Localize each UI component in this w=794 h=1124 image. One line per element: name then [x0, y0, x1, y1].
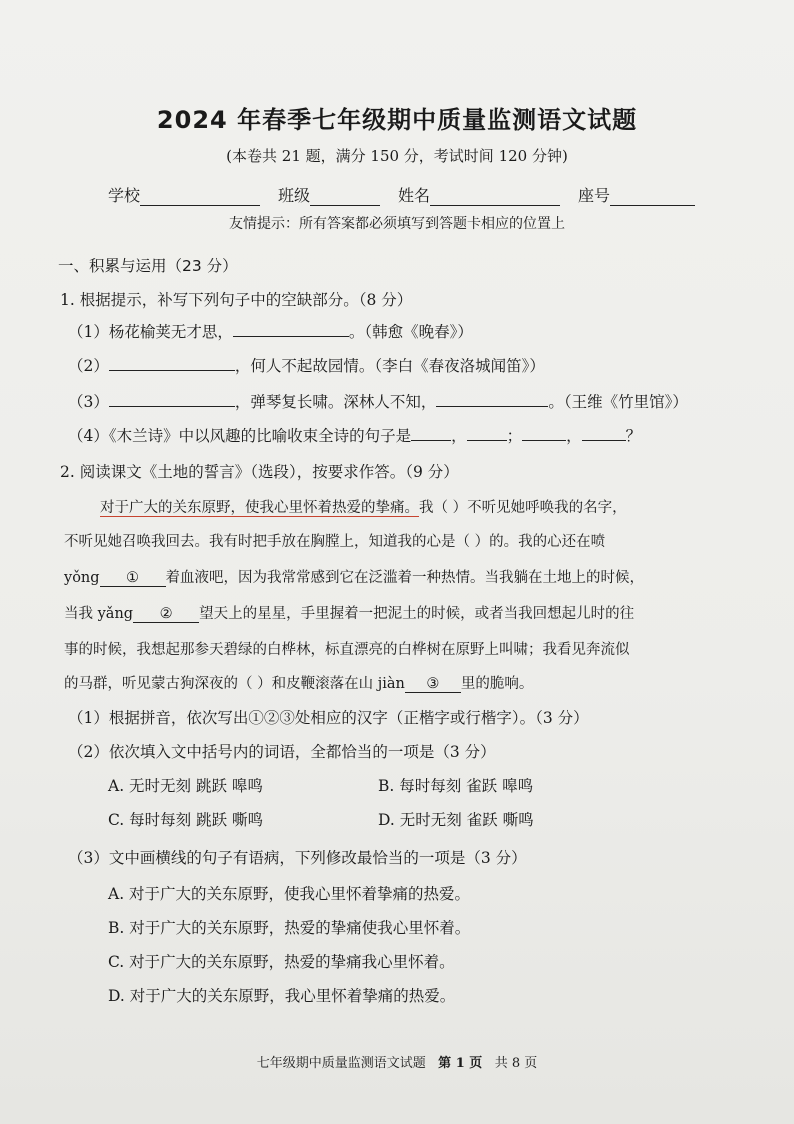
passage-line-6-text-a: 的马群，听见蒙古狗深夜的（ ）和皮鞭滚落在山 jiàn — [64, 676, 405, 692]
passage-line-6-rest: 里的脆响。 — [460, 676, 534, 692]
q1-item-1-text-b: 。（韩愈《晚春》） — [348, 323, 473, 341]
student-info-row — [108, 183, 708, 206]
q2-sub-2-options-row-2 — [108, 808, 534, 830]
seat-label: 座号 — [578, 186, 611, 205]
q1-item-3-text-a: （3） — [68, 393, 109, 411]
name-label: 姓名 — [398, 186, 431, 205]
q1-item-1-blank[interactable] — [233, 321, 349, 337]
pinyin-yang: 当我 yǎng — [64, 606, 134, 622]
q1-item-1-text-a: （1）杨花榆荚无才思， — [68, 323, 233, 341]
q2-sub-3-option-d[interactable]: D. 对于广大的关东原野，我心里怀着挚痛的热爱。 — [108, 987, 456, 1005]
passage-line-3-rest: 着血液吧，因为我常常感到它在泛滥着一种热情。当我躺在土地上的时候， — [165, 570, 645, 586]
q1-item-1 — [68, 320, 473, 342]
q2-stem: 2. 阅读课文《土地的誓言》（选段），按要求作答。（9 分） — [60, 463, 459, 481]
q1-item-2-text-b: ，何人不起故园情。（李白《春夜洛城闻笛》） — [234, 357, 545, 375]
q1-item-4-sep-3: ， — [566, 427, 582, 445]
q1-item-4-blank-2[interactable] — [467, 425, 507, 441]
class-field[interactable] — [310, 189, 380, 206]
q1-item-3-text-b: ，弹琴复长啸。深林人不知， — [234, 393, 437, 411]
q1-item-4-blank-1[interactable] — [411, 425, 451, 441]
blank-marker-3[interactable]: ③ — [405, 676, 461, 693]
q1-item-3-blank-1[interactable] — [109, 391, 235, 407]
passage-line-6 — [64, 672, 744, 693]
school-field[interactable] — [140, 189, 260, 206]
underlined-sentence: 对于广大的关东原野，使我心里怀着热爱的挚痛。 — [100, 500, 419, 516]
answer-tip: 友情提示：所有答案都必须填写到答题卡相应的位置上 — [229, 216, 565, 232]
q2-sub-2: （2）依次填入文中括号内的词语，全都恰当的一项是（3 分） — [68, 743, 496, 761]
seat-field[interactable] — [610, 189, 695, 206]
name-field[interactable] — [430, 189, 560, 206]
q2-sub-3-option-c[interactable]: C. 对于广大的关东原野，热爱的挚痛我心里怀着。 — [108, 953, 455, 971]
option-d[interactable]: D. 无时无刻 雀跃 嘶鸣 — [378, 811, 534, 829]
page-footer — [0, 1052, 794, 1071]
q1-item-2-text-a: （2） — [68, 357, 109, 375]
option-a[interactable]: A. 无时无刻 跳跃 嗥鸣 — [108, 777, 263, 795]
passage-line-4-rest: 望天上的星星，手里握着一把泥土的时候，或者当我回想起儿时的往 — [199, 606, 635, 622]
option-c[interactable]: C. 每时每刻 跳跃 嘶鸣 — [108, 811, 264, 829]
q1-item-2 — [68, 354, 545, 376]
q2-sub-1: （1）根据拼音，依次写出①②③处相应的汉字（正楷字或行楷字）。（3 分） — [68, 709, 589, 727]
class-label: 班级 — [278, 186, 311, 205]
blank-marker-2[interactable]: ② — [133, 606, 199, 623]
section-heading: 一、积累与运用（23 分） — [58, 257, 238, 275]
blank-marker-1[interactable]: ① — [100, 570, 166, 587]
q2-sub-2-options-row-1 — [108, 774, 533, 796]
q1-item-4-text-a: （4）《木兰诗》中以风趣的比喻收束全诗的句子是 — [68, 427, 412, 445]
q2-sub-3-option-a[interactable]: A. 对于广大的关东原野，使我心里怀着挚痛的热爱。 — [108, 885, 471, 903]
q1-item-4-sep-2: ； — [506, 427, 523, 445]
passage-line-4 — [64, 602, 744, 623]
passage-line-2: 不听见她召唤我回去。我有时把手放在胸膛上，知道我的心是（ ）的。我的心还在喷 — [64, 534, 606, 550]
option-b[interactable]: B. 每时每刻 雀跃 嗥鸣 — [378, 777, 534, 795]
q1-item-3-text-c: 。（王维《竹里馆》） — [548, 393, 688, 411]
q1-item-4-blank-3[interactable] — [522, 425, 566, 441]
footer-page-total: 共 8 页 — [494, 1056, 538, 1071]
passage-line-3 — [64, 566, 744, 587]
q1-stem: 1. 根据提示，补写下列句子中的空缺部分。（8 分） — [60, 291, 413, 309]
q1-item-2-blank[interactable] — [109, 355, 235, 371]
q1-item-3-blank-2[interactable] — [436, 391, 548, 407]
q1-item-4-sep-4: ？ — [625, 427, 642, 445]
exam-title: 2024 年春季七年级期中质量监测语文试题 — [156, 106, 638, 134]
q1-item-4 — [68, 424, 641, 446]
q2-sub-3: （3）文中画横线的句子有语病，下列修改最恰当的一项是（3 分） — [68, 849, 527, 867]
footer-title: 七年级期中质量监测语文试题 — [256, 1056, 426, 1071]
q1-item-4-sep-1: ， — [451, 427, 467, 445]
pinyin-yong: yǒng — [64, 570, 100, 586]
footer-page-number: 第 1 页 — [438, 1056, 483, 1071]
q1-item-3 — [68, 390, 688, 412]
passage-line-1-rest: 我（ ）不听见她呼唤我的名字， — [419, 500, 627, 516]
q1-item-4-blank-4[interactable] — [582, 425, 626, 441]
passage-line-5: 事的时候，我想起那参天碧绿的白桦林，标直漂亮的白桦树在原野上叫啸；我看见奔流似 — [64, 642, 630, 658]
exam-subtitle: (本卷共 21 题，满分 150 分，考试时间 120 分钟) — [226, 147, 568, 165]
school-label: 学校 — [108, 186, 141, 205]
q2-sub-3-option-b[interactable]: B. 对于广大的关东原野，热爱的挚痛使我心里怀着。 — [108, 919, 471, 937]
passage-line-1 — [100, 496, 780, 517]
